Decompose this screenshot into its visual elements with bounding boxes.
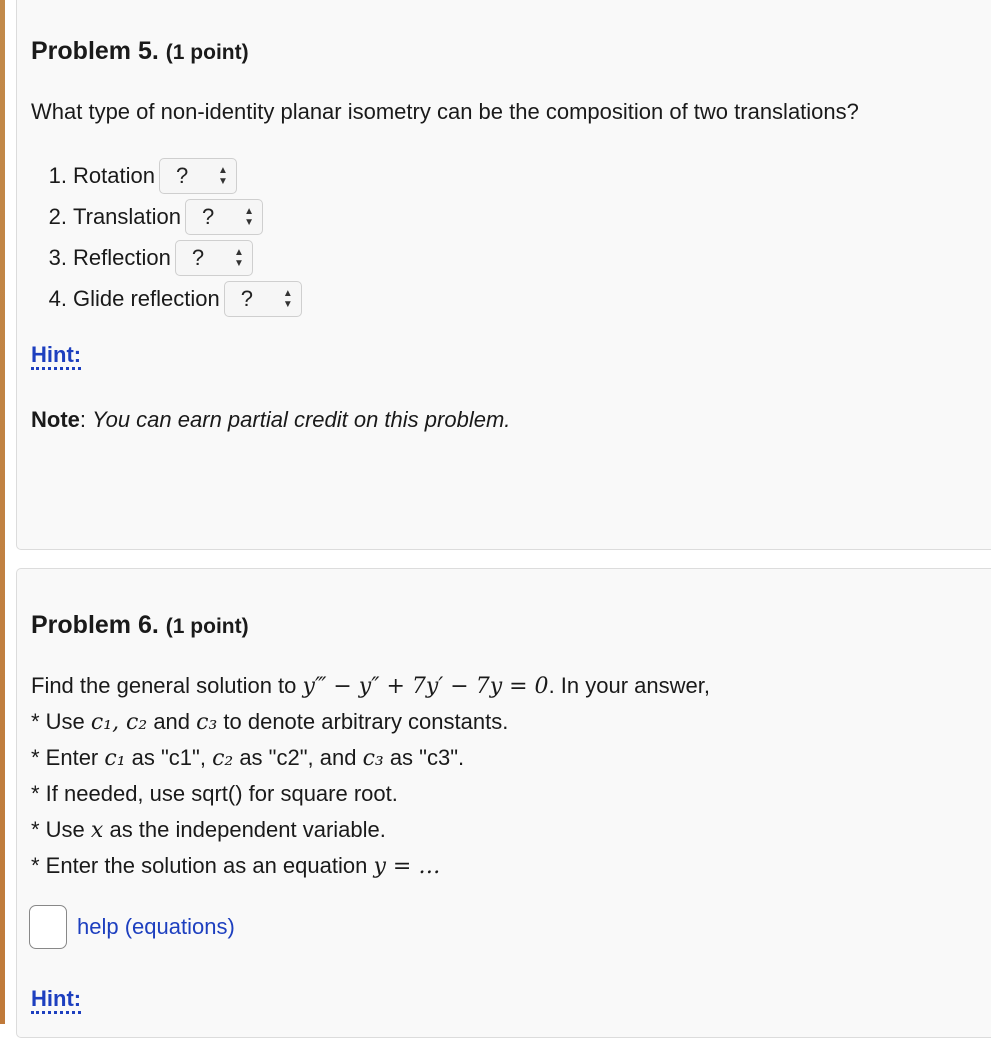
math-constant: c₃ xyxy=(196,710,218,735)
answer-row xyxy=(29,905,235,949)
option-number: 4. xyxy=(48,285,67,311)
problem-5-title xyxy=(31,37,249,66)
math-equation-form: y = … xyxy=(373,854,441,879)
help-equations-link[interactable]: help (equations) xyxy=(77,914,235,939)
problem-points: (1 point) xyxy=(165,615,249,638)
instruction-line-6 xyxy=(31,853,440,879)
problem-points: (1 point) xyxy=(165,41,249,64)
option-item xyxy=(31,196,302,237)
text-segment: * Use xyxy=(31,709,91,734)
ode-equation: y‴ − y″ + 7y′ − 7y = 0 xyxy=(302,674,549,699)
math-constant: c₃ xyxy=(362,746,384,771)
answer-select-reflection[interactable] xyxy=(175,240,253,276)
option-item xyxy=(31,237,302,278)
text-segment: . In your answer, xyxy=(548,673,710,698)
answer-select-translation[interactable] xyxy=(185,199,263,235)
note-label: Note xyxy=(31,407,80,432)
option-list xyxy=(31,155,302,319)
problem-title-text: Problem 6. xyxy=(31,611,159,639)
problem-title-text: Problem 5. xyxy=(31,37,159,65)
option-label: Glide reflection xyxy=(73,285,220,311)
updown-arrows-icon: ▲ ▼ xyxy=(233,246,244,269)
problem-5-card xyxy=(16,0,991,550)
updown-arrows-icon: ▲ ▼ xyxy=(218,164,228,187)
text-segment: * Enter the solution as an equation xyxy=(31,853,374,878)
text-segment: to denote arbitrary constants. xyxy=(217,709,509,734)
text-segment: Find the general solution to xyxy=(31,673,303,698)
instruction-line-4: * If needed, use sqrt() for square root. xyxy=(31,781,398,806)
option-number: 2. xyxy=(48,203,67,229)
answer-input-box[interactable] xyxy=(29,905,67,949)
hint-link[interactable]: Hint: xyxy=(31,343,81,370)
partial-credit-note xyxy=(31,407,510,433)
option-label: Rotation xyxy=(73,162,155,188)
updown-arrows-icon: ▲ ▼ xyxy=(282,287,293,310)
select-value: ? xyxy=(240,285,253,311)
text-segment: as "c3". xyxy=(383,745,465,770)
select-value: ? xyxy=(175,162,189,188)
option-number: 1. xyxy=(48,162,67,188)
select-value: ? xyxy=(202,203,215,229)
math-constants: c₁, c₂ xyxy=(90,710,148,735)
note-separator: : xyxy=(79,407,87,432)
text-segment: * Enter xyxy=(31,745,105,770)
instruction-line-5 xyxy=(31,817,386,843)
math-constant: c₂ xyxy=(212,746,234,771)
left-accent-rail xyxy=(0,0,5,1024)
text-segment: as "c1", xyxy=(125,745,213,770)
math-constant: c₁ xyxy=(104,746,126,771)
option-number: 3. xyxy=(48,244,67,270)
instruction-line-3 xyxy=(31,745,464,771)
problem-6-card xyxy=(16,568,991,1038)
answer-select-rotation[interactable] xyxy=(159,158,237,194)
answer-select-glide-reflection[interactable] xyxy=(224,281,302,317)
text-segment: as "c2", and xyxy=(233,745,363,770)
problem-6-title xyxy=(31,611,249,640)
instruction-line-1 xyxy=(31,673,710,699)
select-value: ? xyxy=(191,244,205,270)
math-variable: x xyxy=(90,818,104,843)
option-item xyxy=(31,278,302,319)
text-segment: and xyxy=(147,709,197,734)
note-text: You can earn partial credit on this problem. xyxy=(92,407,511,432)
problem-5-question: What type of non-identity planar isometry can be the composition of two translations? xyxy=(31,99,859,124)
instruction-line-2 xyxy=(31,709,508,735)
text-segment: * Use xyxy=(31,817,91,842)
updown-arrows-icon: ▲ ▼ xyxy=(244,205,255,228)
text-segment: as the independent variable. xyxy=(103,817,386,842)
hint-link[interactable]: Hint: xyxy=(31,987,81,1014)
option-label: Reflection xyxy=(73,244,171,270)
option-item xyxy=(31,155,302,196)
option-label: Translation xyxy=(73,203,182,229)
